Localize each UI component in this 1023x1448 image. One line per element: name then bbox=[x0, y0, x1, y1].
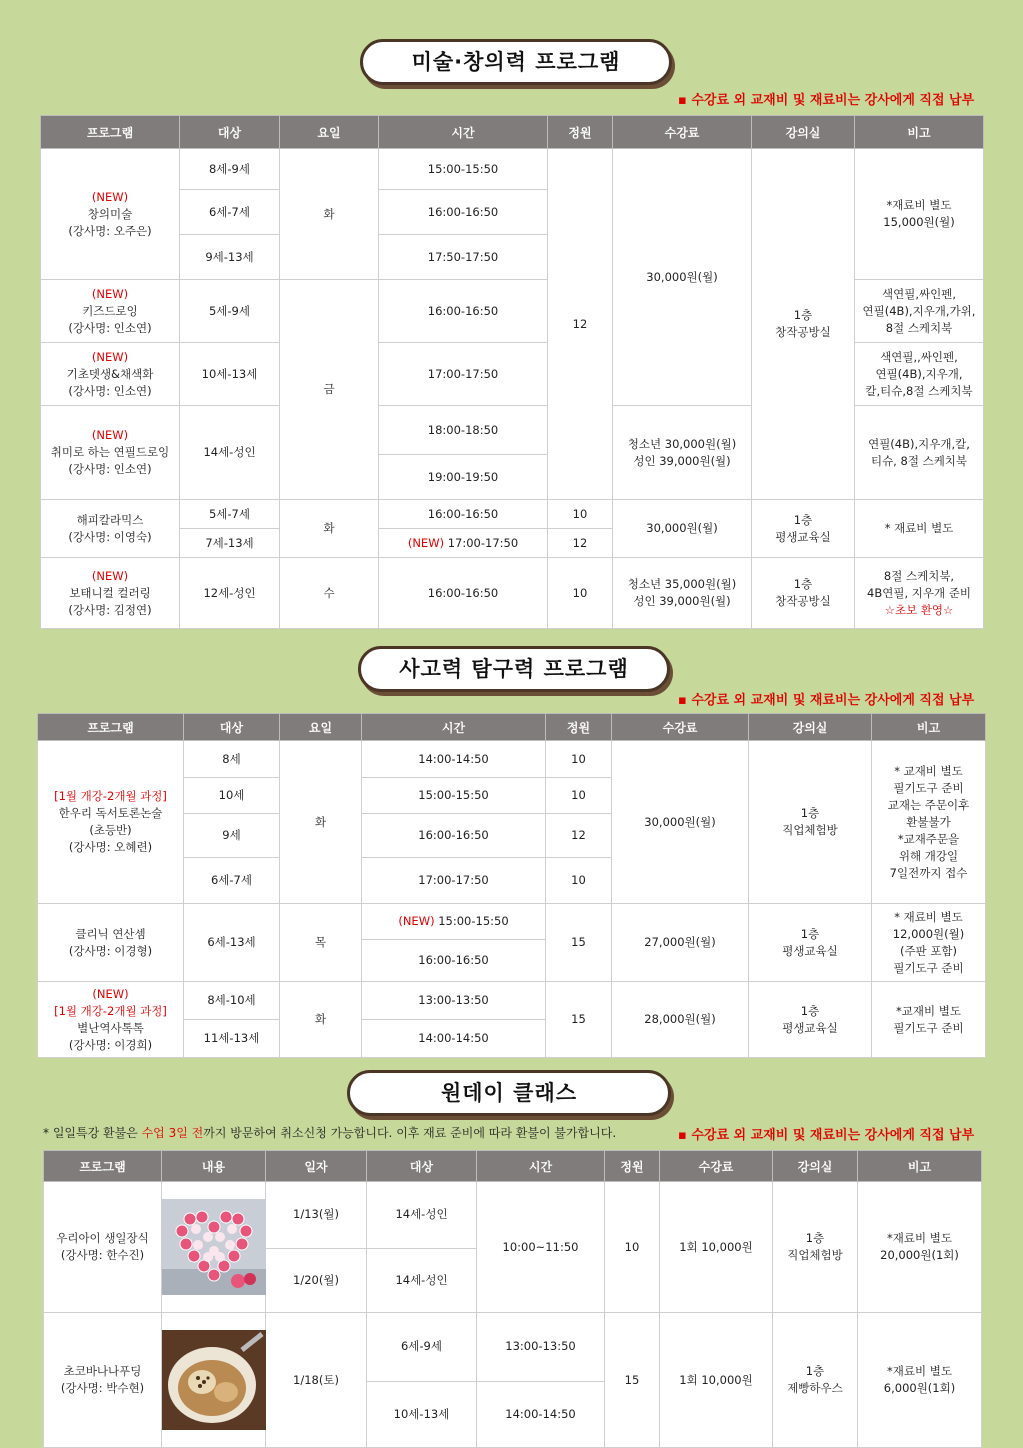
time-cell: 19:00-19:50 bbox=[379, 455, 548, 500]
table-row bbox=[44, 1313, 982, 1382]
program-name: 별난역사톡톡 (강사명: 이경희) bbox=[68, 1020, 153, 1052]
program-cell bbox=[41, 558, 180, 629]
target-cell: 7세-13세 bbox=[180, 529, 280, 558]
program-cell bbox=[38, 741, 184, 904]
fee-note: ▪ 수강료 외 교재비 및 재료비는 강사에게 직접 납부 bbox=[678, 1128, 975, 1143]
time-cell: 13:00-13:50 bbox=[477, 1313, 605, 1382]
fee-cell: 30,000원(월) bbox=[613, 500, 752, 558]
fee-cell: 청소년 30,000원(월) 성인 39,000원(월) bbox=[613, 406, 752, 500]
room-cell: 1층 창작공방실 bbox=[752, 558, 855, 629]
refund-note-b: 까지 방문하여 취소신청 가능합니다. 이후 재료 준비에 따라 환불이 불가합니다. bbox=[203, 1126, 617, 1140]
new-badge: (NEW) bbox=[91, 286, 129, 301]
time-cell: 14:00-14:50 bbox=[477, 1381, 605, 1447]
photo-cell bbox=[162, 1182, 266, 1313]
header-fee: 수강료 bbox=[613, 116, 752, 149]
section-title-art: 미술·창의력 프로그램 bbox=[360, 39, 672, 85]
program-name: 창의미술 (강사명: 오주은) bbox=[68, 206, 152, 238]
program-cell bbox=[41, 149, 180, 280]
day-cell: 화 bbox=[280, 149, 379, 280]
program-name: 취미로 하는 연필드로잉 (강사명: 인소연) bbox=[50, 445, 170, 476]
header-room: 강의실 bbox=[749, 714, 872, 741]
capacity-cell: 12 bbox=[548, 149, 613, 500]
photo-cell bbox=[162, 1313, 266, 1448]
remark-cell bbox=[855, 558, 984, 629]
target-cell: 6세-13세 bbox=[184, 904, 280, 982]
header-room: 강의실 bbox=[773, 1151, 858, 1182]
new-badge: (NEW) bbox=[91, 568, 129, 583]
remark-cell: *재료비 별도 6,000원(1회) bbox=[858, 1313, 982, 1448]
beginner-welcome: ☆초보 환영☆ bbox=[884, 602, 954, 617]
time-cell: 14:00-14:50 bbox=[362, 1020, 546, 1058]
remark-cell: *교재비 별도 필기도구 준비 bbox=[872, 982, 986, 1058]
program-name: 한우리 독서토론논술 (초등반) (강사명: 오혜련) bbox=[58, 806, 163, 854]
program-cell bbox=[41, 280, 180, 343]
target-cell: 11세-13세 bbox=[184, 1020, 280, 1058]
header-program: 프로그램 bbox=[38, 714, 184, 741]
program-cell bbox=[38, 982, 184, 1058]
time-cell: 16:00-16:50 bbox=[379, 500, 548, 529]
remark-cell: * 재료비 별도 bbox=[855, 500, 984, 558]
date-cell: 1/13(월) bbox=[266, 1182, 367, 1249]
date-cell: 1/20(월) bbox=[266, 1248, 367, 1312]
new-badge: (NEW) bbox=[91, 428, 129, 442]
table-row bbox=[41, 500, 984, 529]
room-cell: 1층 직업체험방 bbox=[749, 741, 872, 904]
day-cell: 화 bbox=[280, 741, 362, 904]
thinking-program-table bbox=[37, 713, 986, 1058]
time-cell: 16:00-16:50 bbox=[362, 814, 546, 858]
day-cell: 화 bbox=[280, 500, 379, 558]
target-cell: 8세 bbox=[184, 741, 280, 778]
header-content: 내용 bbox=[162, 1151, 266, 1182]
room-cell: 1층 창작공방실 bbox=[752, 149, 855, 500]
table-header-row bbox=[44, 1151, 982, 1182]
header-capacity: 정원 bbox=[548, 116, 613, 149]
program-cell: 해피칼라믹스 (강사명: 이영숙) bbox=[41, 500, 180, 558]
header-remark: 비고 bbox=[855, 116, 984, 149]
time-text: 15:00-15:50 bbox=[438, 914, 509, 928]
target-cell: 14세-성인 bbox=[180, 406, 280, 500]
header-target: 대상 bbox=[180, 116, 280, 149]
room-cell: 1층 평생교육실 bbox=[749, 982, 872, 1058]
header-day: 요일 bbox=[280, 714, 362, 741]
target-cell: 6세-9세 bbox=[367, 1313, 477, 1382]
fee-note: ▪ 수강료 외 교재비 및 재료비는 강사에게 직접 납부 bbox=[678, 693, 975, 708]
heart-balloon-photo bbox=[162, 1199, 266, 1295]
day-cell: 화 bbox=[280, 982, 362, 1058]
header-remark: 비고 bbox=[872, 714, 986, 741]
section-title-oneday: 원데이 클래스 bbox=[347, 1070, 671, 1116]
time-cell: 14:00-14:50 bbox=[362, 741, 546, 778]
day-cell: 수 bbox=[280, 558, 379, 629]
capacity-cell: 10 bbox=[605, 1182, 660, 1313]
header-day: 요일 bbox=[280, 116, 379, 149]
time-cell: 16:00-16:50 bbox=[379, 190, 548, 235]
room-cell: 1층 직업체험방 bbox=[773, 1182, 858, 1313]
remark-cell: *재료비 별도 20,000원(1회) bbox=[858, 1182, 982, 1313]
remark-cell: 색연필,싸인펜, 연필(4B),지우개,가위, 8절 스케치북 bbox=[855, 280, 984, 343]
course-tag: [1월 개강-2개월 과정] bbox=[54, 1003, 167, 1018]
new-badge: (NEW) bbox=[91, 189, 129, 204]
time-cell: 17:00-17:50 bbox=[362, 858, 546, 904]
table-row bbox=[38, 982, 986, 1020]
capacity-cell: 15 bbox=[546, 982, 612, 1058]
fee-cell: 청소년 35,000원(월) 성인 39,000원(월) bbox=[613, 558, 752, 629]
remark-cell: 연필(4B),지우개,칼, 티슈, 8절 스케치북 bbox=[855, 406, 984, 500]
program-cell: 우리아이 생일장식 (강사명: 한수진) bbox=[44, 1182, 162, 1313]
time-cell: 10:00~11:50 bbox=[477, 1182, 605, 1313]
course-tag: [1월 개강-2개월 과정] bbox=[54, 789, 167, 803]
target-cell: 5세-9세 bbox=[180, 280, 280, 343]
target-cell: 8세-9세 bbox=[180, 149, 280, 190]
room-cell: 1층 평생교육실 bbox=[752, 500, 855, 558]
header-capacity: 정원 bbox=[546, 714, 612, 741]
target-cell: 8세-10세 bbox=[184, 982, 280, 1020]
refund-note-highlight: 수업 3일 전 bbox=[141, 1126, 204, 1140]
time-cell: 15:00-15:50 bbox=[379, 149, 548, 190]
header-remark: 비고 bbox=[858, 1151, 982, 1182]
table-row bbox=[38, 904, 986, 940]
header-time: 시간 bbox=[362, 714, 546, 741]
fee-cell: 30,000원(월) bbox=[612, 741, 749, 904]
capacity-cell: 12 bbox=[546, 814, 612, 858]
capacity-cell: 10 bbox=[548, 500, 613, 529]
target-cell: 10세-13세 bbox=[180, 343, 280, 406]
target-cell: 10세 bbox=[184, 778, 280, 814]
day-cell: 금 bbox=[280, 280, 379, 500]
pudding-photo bbox=[162, 1330, 266, 1430]
time-cell: 17:00-17:50 bbox=[379, 343, 548, 406]
header-time: 시간 bbox=[477, 1151, 605, 1182]
remark-cell: * 재료비 별도 12,000원(월) (주판 포함) 필기도구 준비 bbox=[872, 904, 986, 982]
header-date: 일자 bbox=[266, 1151, 367, 1182]
new-badge: (NEW) bbox=[91, 349, 129, 364]
header-program: 프로그램 bbox=[41, 116, 180, 149]
capacity-cell: 10 bbox=[548, 558, 613, 629]
program-cell: 클리닉 연산셈 (강사명: 이경형) bbox=[38, 904, 184, 982]
capacity-cell: 12 bbox=[548, 529, 613, 558]
date-cell: 1/18(토) bbox=[266, 1313, 367, 1448]
header-fee: 수강료 bbox=[612, 714, 749, 741]
section-title-thinking: 사고력 탐구력 프로그램 bbox=[358, 646, 670, 692]
target-cell: 6세-7세 bbox=[180, 190, 280, 235]
target-cell: 9세-13세 bbox=[180, 235, 280, 280]
program-cell bbox=[41, 406, 180, 500]
capacity-cell: 15 bbox=[605, 1313, 660, 1448]
capacity-cell: 10 bbox=[546, 741, 612, 778]
time-cell bbox=[362, 904, 546, 940]
refund-note bbox=[43, 1124, 616, 1141]
target-cell: 10세-13세 bbox=[367, 1381, 477, 1447]
time-cell: 13:00-13:50 bbox=[362, 982, 546, 1020]
room-cell: 1층 제빵하우스 bbox=[773, 1313, 858, 1448]
fee-note: ▪ 수강료 외 교재비 및 재료비는 강사에게 직접 납부 bbox=[678, 93, 975, 108]
program-cell: 초코바나나푸딩 (강사명: 박수현) bbox=[44, 1313, 162, 1448]
time-cell: 15:00-15:50 bbox=[362, 778, 546, 814]
target-cell: 14세-성인 bbox=[367, 1182, 477, 1249]
target-cell: 12세-성인 bbox=[180, 558, 280, 629]
capacity-cell: 10 bbox=[546, 778, 612, 814]
header-time: 시간 bbox=[379, 116, 548, 149]
time-text: 17:00-17:50 bbox=[447, 535, 519, 550]
remark-text: 8절 스케치북, 4B연필, 지우개 준비 bbox=[867, 568, 971, 600]
remark-cell: *재료비 별도 15,000원(월) bbox=[855, 149, 984, 280]
header-program: 프로그램 bbox=[44, 1151, 162, 1182]
header-target: 대상 bbox=[367, 1151, 477, 1182]
table-row bbox=[38, 741, 986, 778]
header-fee: 수강료 bbox=[660, 1151, 773, 1182]
fee-cell: 1회 10,000원 bbox=[660, 1313, 773, 1448]
table-row bbox=[44, 1182, 982, 1249]
header-target: 대상 bbox=[184, 714, 280, 741]
new-badge: (NEW) bbox=[398, 914, 435, 928]
fee-cell: 28,000원(월) bbox=[612, 982, 749, 1058]
remark-cell: 색연필,,싸인펜, 연필(4B),지우개, 칼,티슈,8절 스케치북 bbox=[855, 343, 984, 406]
fee-cell: 30,000원(월) bbox=[613, 149, 752, 406]
time-cell: 18:00-18:50 bbox=[379, 406, 548, 455]
fee-cell: 1회 10,000원 bbox=[660, 1182, 773, 1313]
capacity-cell: 15 bbox=[546, 904, 612, 982]
target-cell: 9세 bbox=[184, 814, 280, 858]
table-header-row bbox=[38, 714, 986, 741]
header-capacity: 정원 bbox=[605, 1151, 660, 1182]
time-cell: 16:00-16:50 bbox=[362, 940, 546, 982]
refund-note-a: * 일일특강 환불은 bbox=[43, 1126, 142, 1140]
time-cell bbox=[379, 529, 548, 558]
program-name: 기초뎃생&채색화 (강사명: 인소연) bbox=[66, 366, 154, 398]
capacity-cell: 10 bbox=[546, 858, 612, 904]
table-header-row bbox=[41, 116, 984, 149]
new-badge: (NEW) bbox=[407, 535, 445, 550]
new-badge: (NEW) bbox=[92, 986, 129, 1001]
program-name: 보태니컬 컬러링 (강사명: 김정연) bbox=[68, 585, 152, 617]
program-cell bbox=[41, 343, 180, 406]
art-program-table bbox=[40, 115, 984, 629]
target-cell: 5세-7세 bbox=[180, 500, 280, 529]
table-row bbox=[41, 558, 984, 629]
target-cell: 6세-7세 bbox=[184, 858, 280, 904]
time-cell: 17:50-17:50 bbox=[379, 235, 548, 280]
oneday-class-table bbox=[43, 1150, 982, 1448]
time-cell: 16:00-16:50 bbox=[379, 280, 548, 343]
fee-cell: 27,000원(월) bbox=[612, 904, 749, 982]
room-cell: 1층 평생교육실 bbox=[749, 904, 872, 982]
program-name: 키즈드로잉 (강사명: 인소연) bbox=[68, 303, 152, 335]
time-cell: 16:00-16:50 bbox=[379, 558, 548, 629]
target-cell: 14세-성인 bbox=[367, 1248, 477, 1312]
header-room: 강의실 bbox=[752, 116, 855, 149]
table-row bbox=[41, 149, 984, 190]
remark-cell: * 교재비 별도 필기도구 준비 교재는 주문이후 환불불가 *교재주문을 위해 개강일 7일전까지 접수 bbox=[872, 741, 986, 904]
day-cell: 목 bbox=[280, 904, 362, 982]
